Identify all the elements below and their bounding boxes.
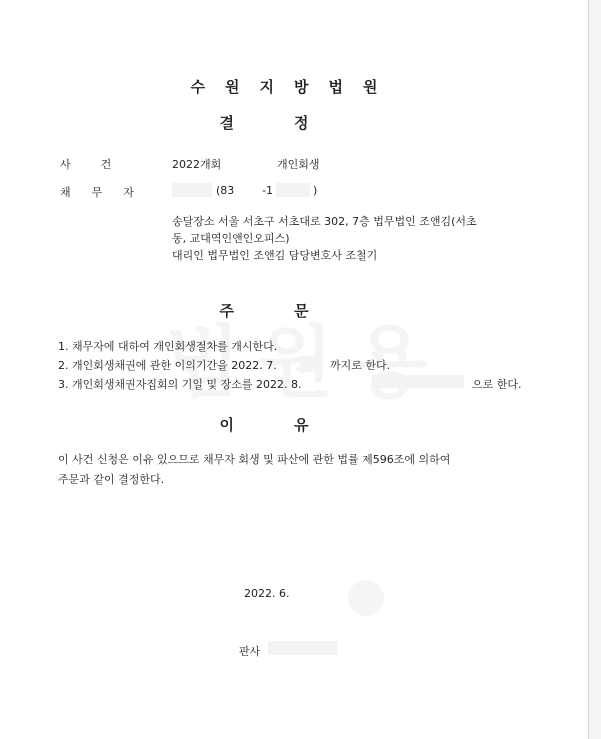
- debtor-id-close: ): [313, 184, 318, 197]
- debtor-id-mid: -1: [262, 184, 273, 197]
- debtor-id-prefix: (83: [216, 184, 235, 197]
- case-name: 개인회생: [277, 158, 320, 171]
- case-label: 사건: [60, 158, 142, 171]
- judge-label: 판사: [239, 645, 261, 658]
- redacted-debtor-id: [276, 183, 310, 197]
- reason-heading: 이유: [219, 416, 369, 434]
- decision-date: 2022. 6.: [244, 587, 290, 600]
- order-heading: 주문: [219, 302, 369, 320]
- court-name: 수원지방법원: [190, 78, 398, 96]
- order-item-2-suffix: 까지로 한다.: [330, 359, 391, 372]
- order-item-2: 2. 개인회생채권에 관한 이의기간을 2022. 7.: [58, 359, 277, 372]
- case-number: 2022개회: [172, 158, 222, 171]
- reason-line-1: 이 사건 신청은 이유 있으므로 채무자 회생 및 파산에 관한 법률 제596조에 의하여: [58, 453, 451, 466]
- debtor-label: 채무자: [60, 186, 155, 199]
- reason-line-2: 주문과 같이 결정한다.: [58, 473, 165, 486]
- redacted-debtor-name: [172, 183, 212, 197]
- redacted-objection-day: [300, 356, 318, 369]
- redacted-meeting-info: [372, 375, 464, 388]
- page-edge: [588, 0, 601, 739]
- document-title: 결정: [219, 114, 369, 132]
- agent-line: 대리인 법무법인 조앤김 담당변호사 조철기: [172, 249, 378, 262]
- redacted-judge-name: [268, 641, 338, 655]
- order-item-3-suffix: 으로 한다.: [472, 378, 522, 391]
- order-item-1: 1. 채무자에 대하여 개인회생절차를 개시한다.: [58, 340, 278, 353]
- order-item-3: 3. 개인회생채권자집회의 기일 및 장소를 2022. 8.: [58, 378, 302, 391]
- stamp-mark: [348, 580, 384, 616]
- service-address-line2: 동, 교대역인앤인오피스): [172, 232, 290, 245]
- service-address-line1: 송달장소 서울 서초구 서초대로 302, 7층 법무법인 조앤김(서초: [172, 215, 477, 228]
